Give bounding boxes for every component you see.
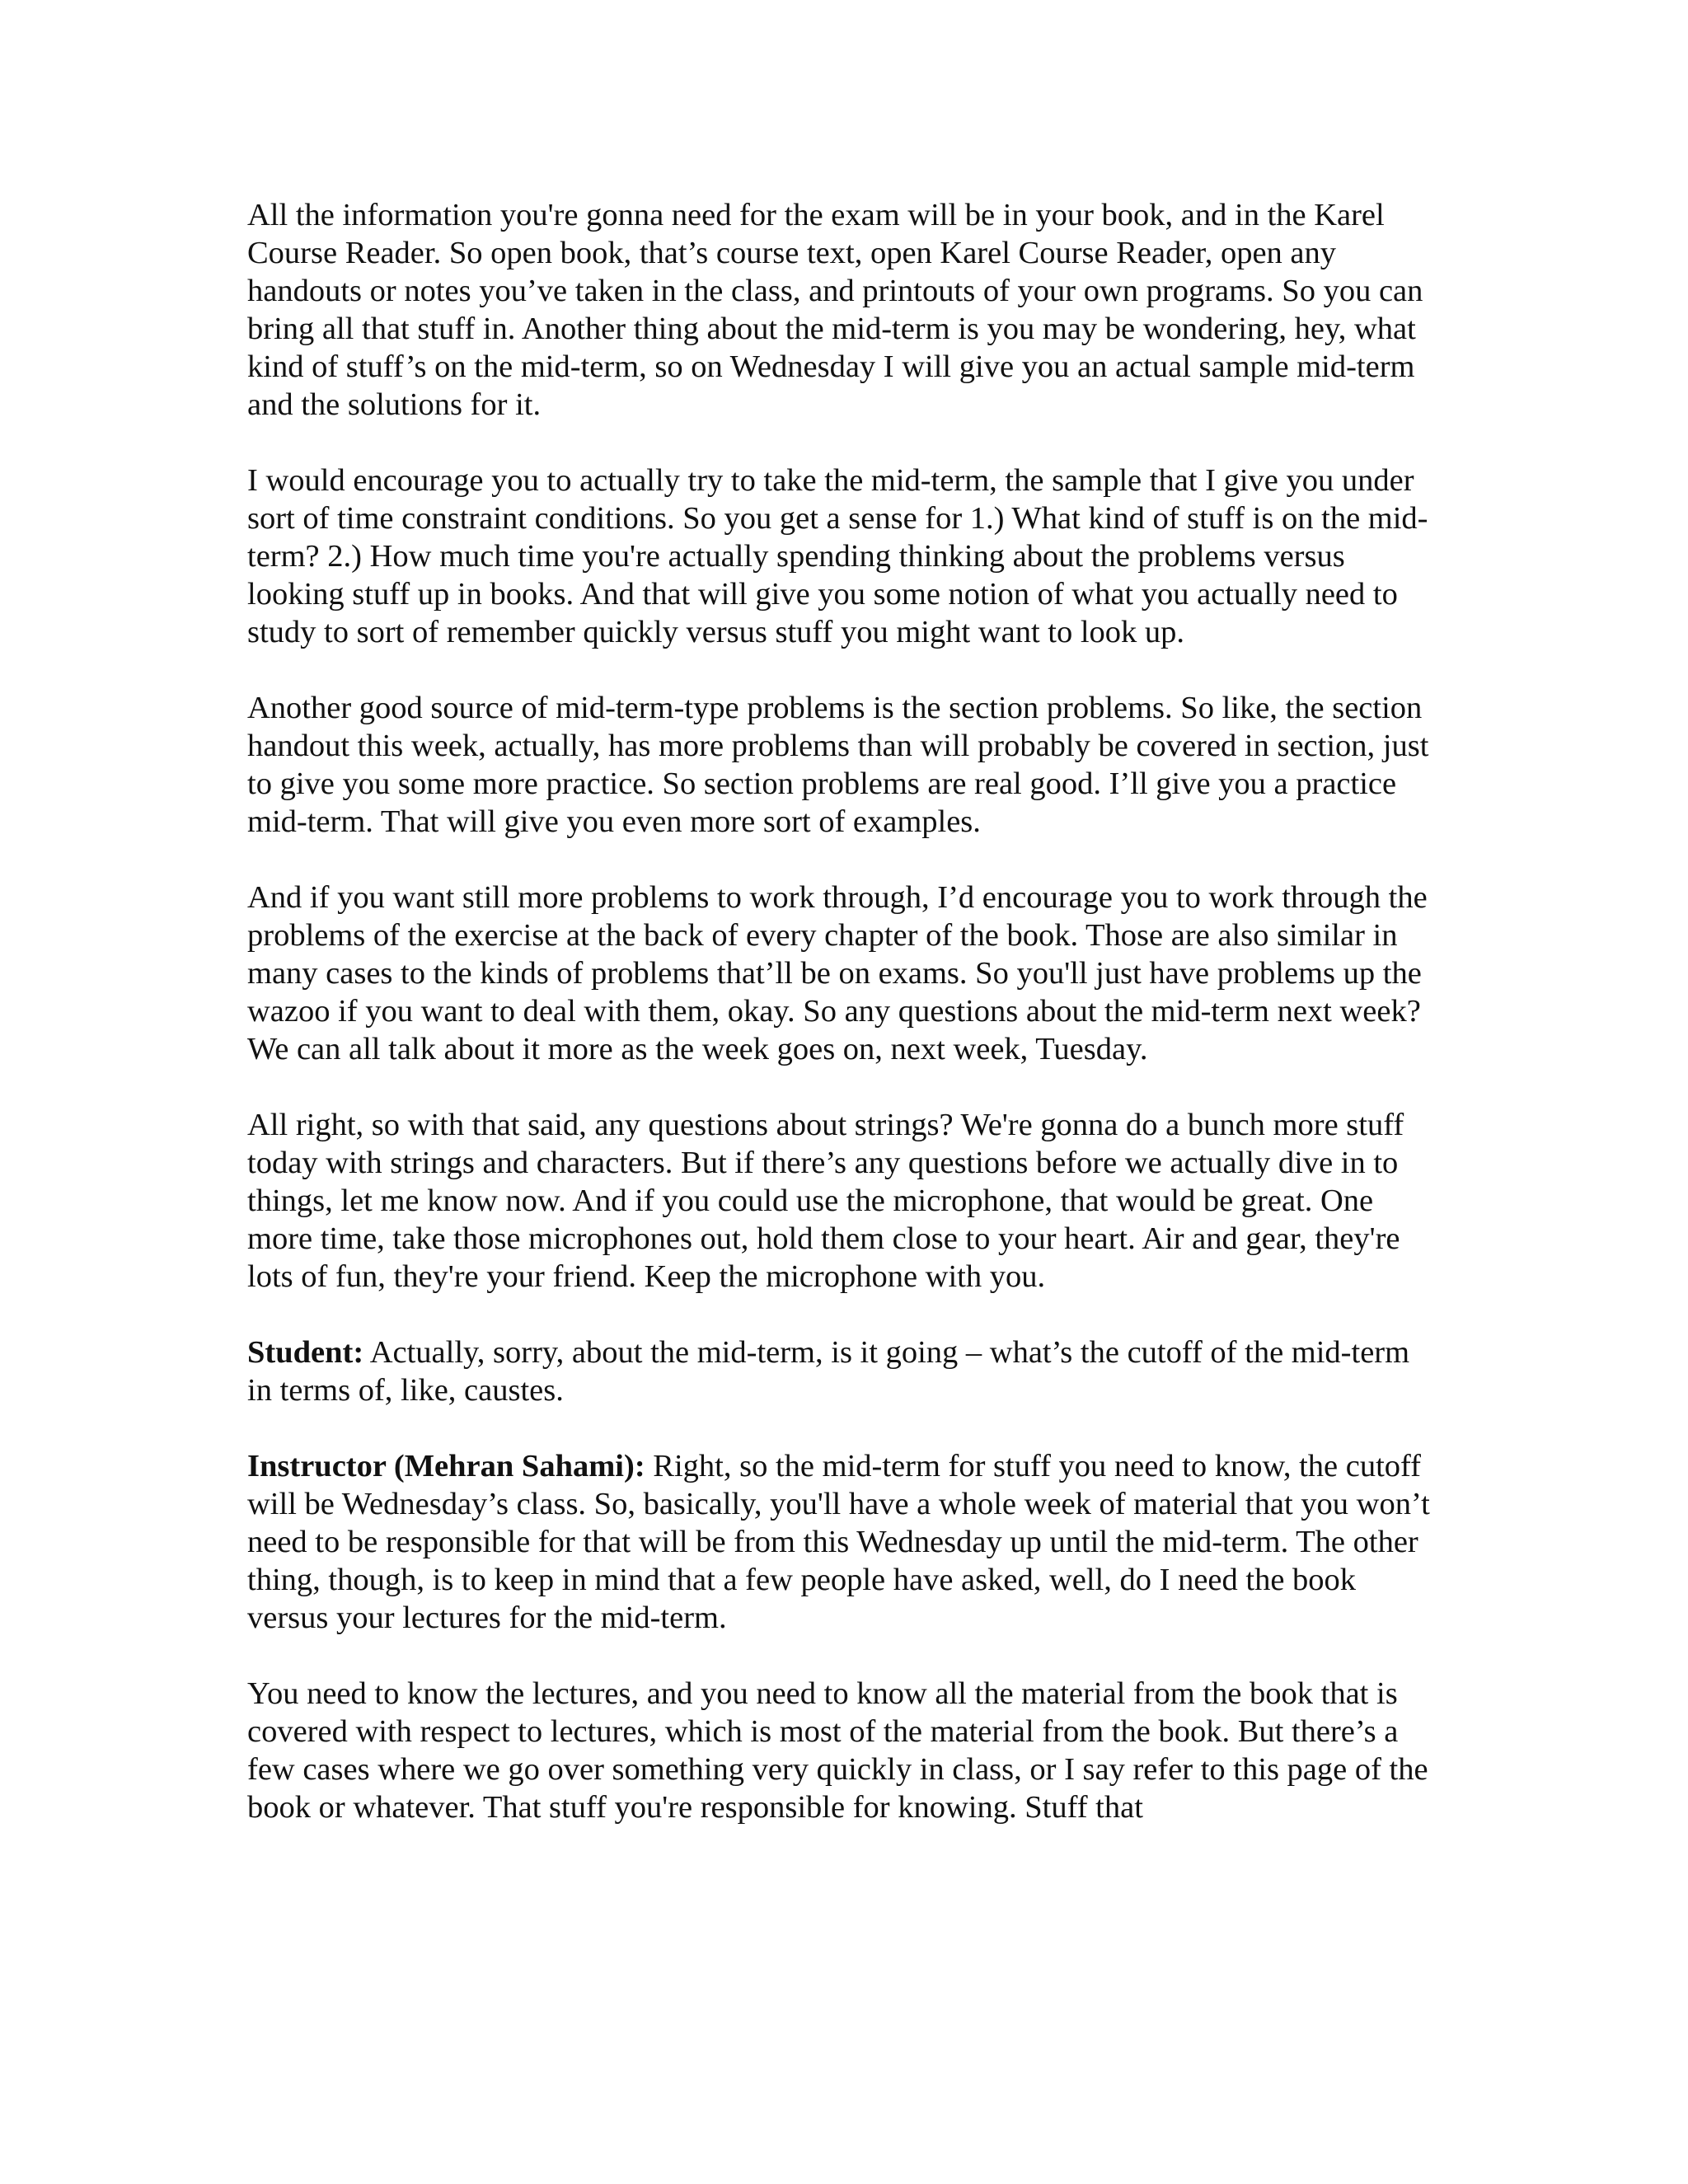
paragraph-section-problems — [247, 689, 1438, 841]
paragraph-text: Another good source of mid-term-type problems is the section problems. So like, the section handout this week, actually, has more problems than will probably be covered in section, just to give you some more practice. So section problems are real good. I’ll give you a practice mid-term. That will give you even more sort of examples. — [247, 691, 1429, 839]
paragraph-text: I would encourage you to actually try to take the mid-term, the sample that I give you under sort of time constraint conditions. So you get a sense for 1.) What kind of stuff is on the mid-term? 2.) How much time you're actually spending thinking about the problems versus looking stuff up in books. And that will give you some notion of what you actually need to study to sort of remember quickly versus stuff you might want to look up. — [247, 463, 1428, 649]
paragraph-text: And if you want still more problems to work through, I’d encourage you to work through the problems of the exercise at the back of every chapter of the book. Those are also similar in many cases to the kinds of problems that’ll be on exams. So you'll just have problems up the wazoo if you want to deal with them, okay. So any questions about the mid-term next week? We can all talk about it more as the week goes on, next week, Tuesday. — [247, 880, 1428, 1066]
paragraph-text: Actually, sorry, about the mid-term, is it going – what’s the cutoff of the mid-term in terms of, like, caustes. — [247, 1335, 1410, 1408]
paragraph-book-exercises — [247, 879, 1438, 1068]
paragraph-student-question — [247, 1333, 1438, 1409]
speaker-label: Student: — [247, 1335, 364, 1370]
paragraph-text: You need to know the lectures, and you need to know all the material from the book that is covered with respect to lectures, which is most of the material from the book. But there’s a few cases where we go over something very quickly in class, or I say refer to this page of the book or whatever. That stuff you're responsible for knowing. Stuff that — [247, 1676, 1428, 1825]
paragraph-text: All right, so with that said, any questions about strings? We're gonna do a bunch more stuff today with strings and characters. But if there’s any questions before we actually dive in to things, let me know now. And if you could use the microphone, that would be great. One more time, take those microphones out, hold them close to your heart. Air and gear, they're lots of fun, they're your friend. Keep the microphone with you. — [247, 1108, 1404, 1294]
paragraph-lectures-book — [247, 1675, 1438, 1826]
paragraph-sample-midterm — [247, 462, 1438, 651]
paragraph-text: Right, so the mid-term for stuff you need to know, the cutoff will be Wednesday’s class. So, basically, you'll have a whole week of material that you won’t need to be responsible for that will be from this Wednesday up until the mid-term. The other thing, though, is to keep in mind that a few people have asked, well, do I need the book versus your lectures for the mid-term. — [247, 1449, 1430, 1635]
speaker-label: Instructor (Mehran Sahami): — [247, 1449, 645, 1483]
paragraph-exam-materials — [247, 196, 1438, 424]
paragraph-text: All the information you're gonna need for the exam will be in your book, and in the Karel Course Reader. So open book, that’s course text, open Karel Course Reader, open any handouts or notes you’ve taken in the class, and printouts of your own programs. So you can bring all that stuff in. Another thing about the mid-term is you may be wondering, hey, what kind of stuff’s on the mid-term, so on Wednesday I will give you an actual sample mid-term and the solutions for it. — [247, 198, 1423, 422]
paragraph-instructor-answer — [247, 1447, 1438, 1637]
transcript-body — [247, 196, 1438, 1864]
paragraph-strings-questions — [247, 1106, 1438, 1296]
